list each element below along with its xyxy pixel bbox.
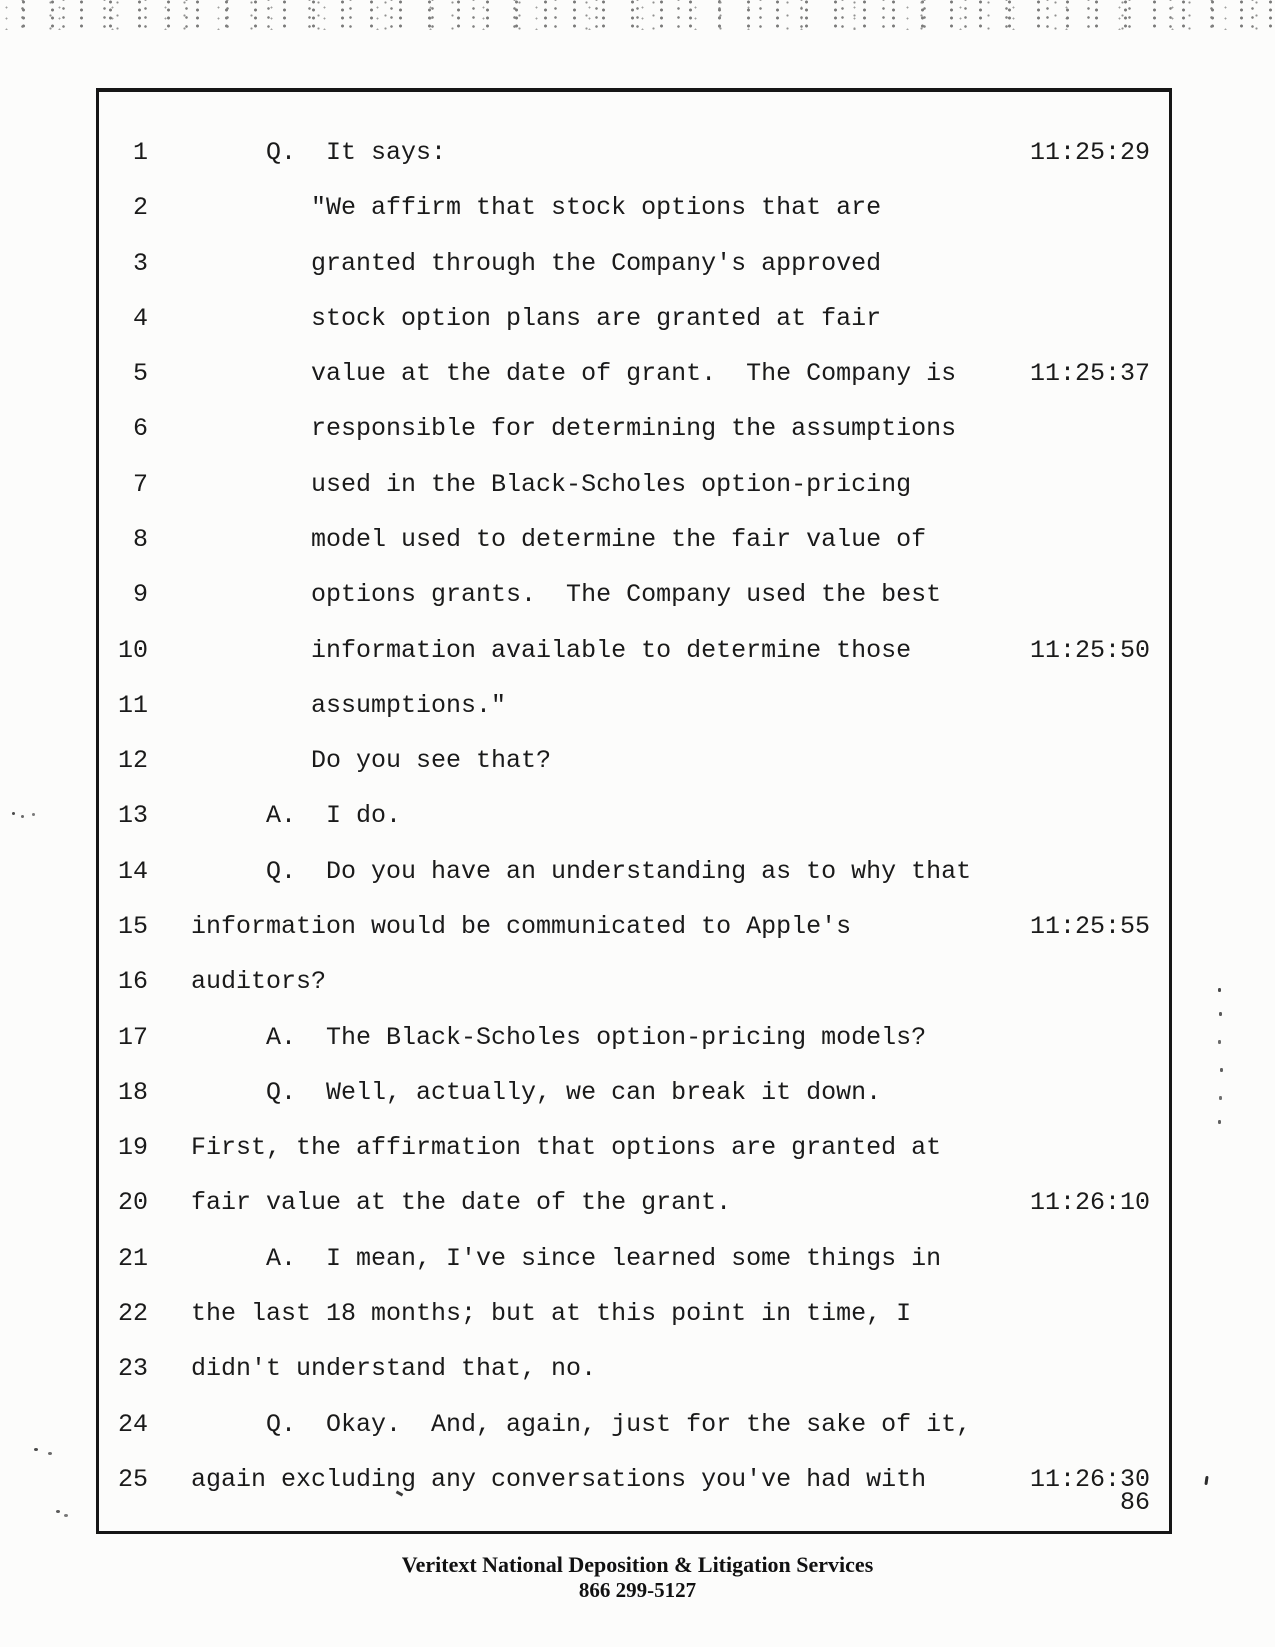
line-number: 18 (117, 1078, 148, 1107)
transcript-line (99, 857, 1169, 891)
line-text: responsible for determining the assumptions (191, 414, 957, 443)
scan-speck (34, 1448, 38, 1451)
line-number: 8 (132, 525, 148, 554)
line-text: information would be communicated to Apple's (191, 912, 852, 941)
transcript-line (99, 801, 1169, 835)
line-text: "We affirm that stock options that are (191, 193, 882, 222)
line-text: assumptions." (191, 691, 507, 720)
line-text: again excluding any conversations you've had with (191, 1465, 927, 1494)
transcript-line (99, 249, 1169, 283)
line-number: 24 (117, 1410, 148, 1439)
transcript-line (99, 691, 1169, 725)
timestamp: 11:25:50 (1029, 636, 1150, 665)
line-number: 12 (117, 746, 148, 775)
timestamp: 11:26:10 (1029, 1188, 1150, 1217)
line-text: A. I mean, I've since learned some things in (191, 1244, 942, 1273)
line-number: 10 (117, 636, 148, 665)
line-text: Q. Well, actually, we can break it down. (191, 1078, 882, 1107)
transcript-line (99, 1354, 1169, 1388)
line-text: Q. Okay. And, again, just for the sake of it, (191, 1410, 972, 1439)
line-number: 6 (132, 414, 148, 443)
scan-speck (12, 812, 15, 815)
transcript-line (99, 1023, 1169, 1057)
timestamp: 11:26:30 (1029, 1465, 1150, 1494)
transcript-line (99, 1078, 1169, 1112)
line-number: 7 (132, 470, 148, 499)
line-text: auditors? (191, 967, 327, 996)
transcript-line (99, 414, 1169, 448)
line-number: 22 (117, 1299, 148, 1328)
timestamp: 11:25:37 (1029, 359, 1150, 388)
line-number: 17 (117, 1023, 148, 1052)
transcript-line (99, 636, 1169, 670)
transcript-line (99, 525, 1169, 559)
line-number: 15 (117, 912, 148, 941)
transcript-line (99, 1188, 1169, 1222)
line-number: 1 (132, 138, 148, 167)
line-text: information available to determine those (191, 636, 912, 665)
line-text: value at the date of grant. The Company is (191, 359, 957, 388)
transcript-line (99, 138, 1169, 172)
line-text: Q. Do you have an understanding as to why that (191, 857, 972, 886)
transcript-line (99, 912, 1169, 946)
transcript-border-box (96, 88, 1172, 1534)
transcript-line (99, 967, 1169, 1001)
line-text: options grants. The Company used the best (191, 580, 942, 609)
line-number: 23 (117, 1354, 148, 1383)
page-number: 86 (1119, 1488, 1150, 1517)
line-text: granted through the Company's approved (191, 249, 882, 278)
line-text: A. I do. (191, 801, 402, 830)
scanner-noise-artifact (0, 0, 1275, 30)
footer-company-name: Veritext National Deposition & Litigation Services (401, 1552, 874, 1577)
transcript-line (99, 304, 1169, 338)
line-text: fair value at the date of the grant. (191, 1188, 732, 1217)
transcript-line (99, 470, 1169, 504)
line-number: 5 (132, 359, 148, 388)
line-text: didn't understand that, no. (191, 1354, 597, 1383)
line-number: 16 (117, 967, 148, 996)
line-number: 9 (132, 580, 148, 609)
line-text: Do you see that? (191, 746, 552, 775)
line-number: 20 (117, 1188, 148, 1217)
line-text: First, the affirmation that options are granted at (191, 1133, 942, 1162)
transcript-line (99, 359, 1169, 393)
footer-phone-number: 866 299-5127 (578, 1578, 697, 1602)
line-number: 13 (117, 801, 148, 830)
line-text: A. The Black-Scholes option-pricing models? (191, 1023, 927, 1052)
scan-speck (1218, 988, 1221, 992)
timestamp: 11:25:55 (1029, 912, 1150, 941)
line-number: 25 (117, 1465, 148, 1494)
line-text: Q. It says: (191, 138, 447, 167)
line-text: model used to determine the fair value of (191, 525, 927, 554)
line-number: 4 (132, 304, 148, 333)
scan-speck (1204, 1476, 1208, 1485)
line-text: the last 18 months; but at this point in time, I (191, 1299, 912, 1328)
transcript-line (99, 1244, 1169, 1278)
line-text: used in the Black-Scholes option-pricing (191, 470, 912, 499)
transcript-line (99, 746, 1169, 780)
line-number: 11 (117, 691, 148, 720)
transcript-line (99, 1410, 1169, 1444)
line-text: stock option plans are granted at fair (191, 304, 882, 333)
line-number: 14 (117, 857, 148, 886)
line-number: 2 (132, 193, 148, 222)
line-number: 21 (117, 1244, 148, 1273)
line-number: 19 (117, 1133, 148, 1162)
transcript-line (99, 1465, 1169, 1499)
transcript-line (99, 1299, 1169, 1333)
footer (0, 1552, 1275, 1603)
transcript-line (99, 193, 1169, 227)
timestamp: 11:25:29 (1029, 138, 1150, 167)
line-number: 3 (132, 249, 148, 278)
transcript-line (99, 580, 1169, 614)
transcript-line (99, 1133, 1169, 1167)
